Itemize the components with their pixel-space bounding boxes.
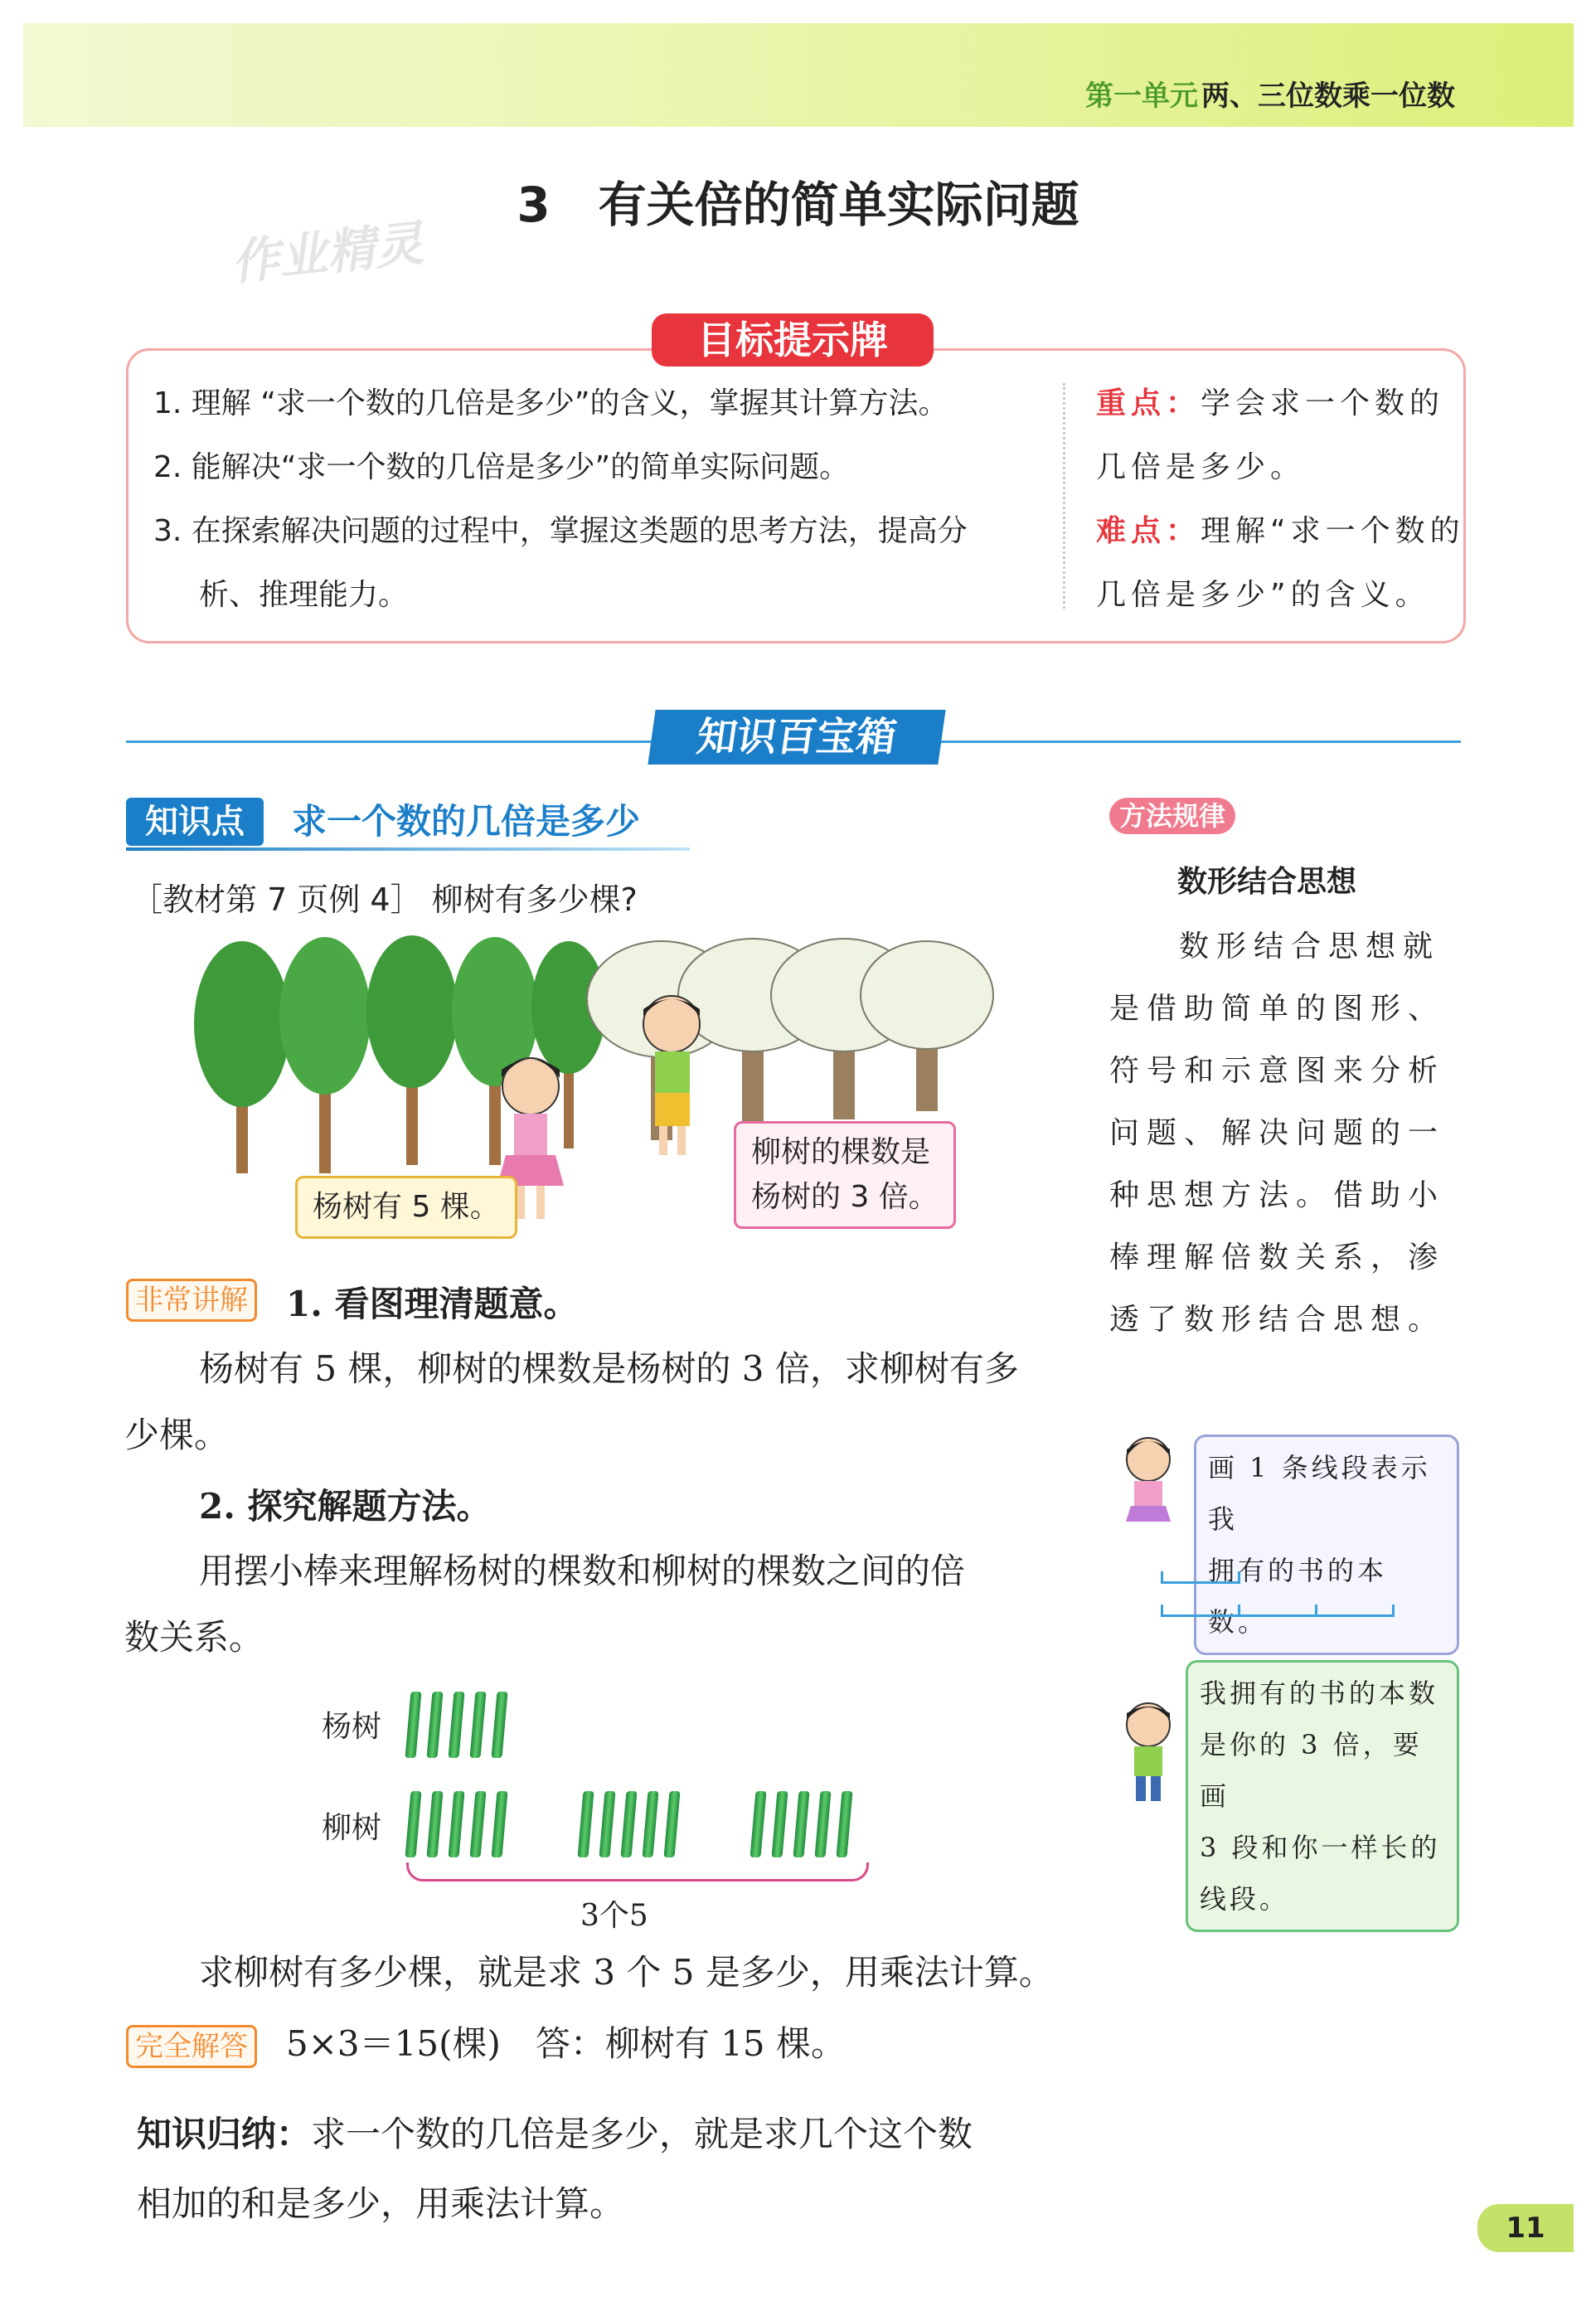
method-body: 数形结合思想就是借助简单的图形、符号和示意图来分析问题、解决问题的一种思想方法。借助小棒理解倍数关系，渗透了数形结合思想。: [1109, 930, 1446, 1337]
bubble-boy: [734, 1121, 956, 1229]
side-bubble-girl: [1194, 1435, 1459, 1655]
poplar-group-stick-3: [449, 1692, 465, 1758]
poplar-group-stick-2: [427, 1692, 444, 1758]
difficult-point: [1096, 507, 1465, 550]
answer: 5×3＝15(棵) 答：柳树有 15 棵。: [286, 2023, 846, 2064]
key-point: [1096, 380, 1444, 422]
willow-group-1-stick-4: [470, 1791, 487, 1857]
step-1: 1. 看图理清题意。: [286, 1284, 579, 1324]
willow-group-3-stick-1: [750, 1791, 767, 1857]
page-number: 11: [1477, 2204, 1574, 2252]
willow-group-3-stick-3: [793, 1791, 810, 1857]
summary: [137, 2100, 1082, 2239]
summary-label: 知识归纳：: [137, 2114, 312, 2154]
method-tag: 方法规律: [1109, 798, 1235, 834]
key-text: 学会求一个数的: [1201, 386, 1445, 420]
willow-group-1-stick-1: [405, 1791, 422, 1857]
willow-group-3-stick-4: [815, 1791, 832, 1857]
line-segment-triple-3: [1315, 1605, 1395, 1617]
willow-group-2-stick-2: [599, 1791, 616, 1857]
line-segment-single: [1161, 1571, 1240, 1584]
explain-tag: 非常讲解: [126, 1279, 257, 1322]
step-2-text-2: 数关系。: [124, 1617, 264, 1658]
line-segment-triple-1: [1161, 1605, 1240, 1617]
brace-label: 3个5: [580, 1899, 648, 1933]
goal-divider: [1063, 383, 1065, 609]
key-label: 重点：: [1096, 386, 1201, 420]
step-2: 2. 探究解题方法。: [199, 1486, 492, 1527]
watermark: 作业精灵: [228, 215, 426, 291]
summary-text-1: 求一个数的几倍是多少，就是求几个这个数: [311, 2114, 973, 2154]
bubble-girl: 杨树有 5 棵。: [295, 1176, 517, 1239]
difficult-label: 难点：: [1096, 514, 1201, 548]
side-bubble-girl-line-2: 拥有的书的本数。: [1208, 1555, 1388, 1638]
poplar-group-stick-5: [492, 1692, 508, 1758]
poplar-group-stick-4: [470, 1692, 487, 1758]
summary-text-2: 相加的和是多少，用乘法计算。: [137, 2183, 625, 2224]
difficult-point-cont: 几倍是多少”的含义。: [1096, 578, 1430, 612]
brace: [406, 1862, 869, 1881]
line-segment-triple-2: [1238, 1605, 1317, 1617]
goal-tag: 目标提示牌: [652, 313, 934, 367]
stick-label-willow: 柳树: [322, 1811, 382, 1845]
answer-tag: 完全解答: [126, 2025, 257, 2068]
goal-item-3-cont: 析、推理能力。: [199, 578, 409, 612]
method-title: 数形结合思想: [1177, 865, 1357, 899]
bubble-boy-line-2: 杨树的 3 倍。: [751, 1180, 939, 1214]
goal-item-3: 3. 在探索解决问题的过程中，掌握这类题的思考方法，提高分: [153, 514, 968, 548]
step-1-text-1: 杨树有 5 棵，柳树的棵数是杨树的 3 倍，求柳树有多: [199, 1348, 1019, 1389]
step-2-text-1: 用摆小棒来理解杨树的棵数和柳树的棵数之间的倍: [199, 1551, 966, 1591]
stick-label-poplar: 杨树: [322, 1710, 382, 1744]
side-bubble-girl-line-1: 画 1 条线段表示我: [1208, 1452, 1431, 1535]
bubble-boy-line-1: 柳树的棵数是: [751, 1135, 931, 1169]
goal-item-1: 1. 理解 “求一个数的几倍是多少”的含义，掌握其计算方法。: [153, 386, 948, 420]
side-bubble-boy-line-1: 我拥有的书的本数: [1200, 1678, 1439, 1709]
goal-item-2: 2. 能解决“求一个数的几倍是多少”的简单实际问题。: [153, 450, 850, 484]
example-heading: ［教材第 7 页例 4］ 柳树有多少棵?: [131, 881, 638, 918]
boy-avatar: [1111, 1692, 1186, 1808]
side-bubble-boy: [1186, 1660, 1459, 1932]
willow-group-1-stick-3: [449, 1791, 465, 1857]
willow-group-3-stick-2: [772, 1791, 788, 1857]
willow-group-1-stick-5: [492, 1791, 508, 1857]
step-1-text-2: 少棵。: [124, 1415, 230, 1455]
key-point-cont: 几倍是多少。: [1096, 450, 1306, 484]
girl-avatar: [1111, 1426, 1186, 1534]
willow-group-2-stick-4: [643, 1791, 659, 1857]
poplar-group-stick-1: [405, 1692, 422, 1758]
conclusion: 求柳树有多少棵，就是求 3 个 5 是多少，用乘法计算。: [199, 1952, 1054, 1993]
willow-group-2-stick-1: [578, 1791, 594, 1857]
difficult-text: 理解“求一个数的: [1201, 514, 1465, 548]
willow-group-2-stick-3: [621, 1791, 638, 1857]
side-bubble-boy-line-2: 是你的 3 倍，要画: [1200, 1729, 1423, 1812]
section-tag: 知识百宝箱: [648, 710, 945, 765]
willow-group-1-stick-2: [427, 1791, 444, 1857]
willow-group-3-stick-5: [837, 1791, 853, 1857]
willow-group-2-stick-5: [664, 1791, 681, 1857]
knowledge-point-tag: 知识点: [126, 798, 264, 846]
side-bubble-boy-line-3: 3 段和你一样长的: [1200, 1832, 1441, 1863]
header-unit: 第一单元: [1085, 80, 1198, 113]
header-topic: 两、三位数乘一位数: [1201, 80, 1455, 113]
knowledge-point-underline: [126, 847, 690, 851]
knowledge-point-title: 求一个数的几倍是多少: [292, 801, 641, 842]
lesson-title: 3 有关倍的简单实际问题: [517, 177, 1079, 233]
side-bubble-boy-line-4: 线段。: [1200, 1883, 1290, 1915]
